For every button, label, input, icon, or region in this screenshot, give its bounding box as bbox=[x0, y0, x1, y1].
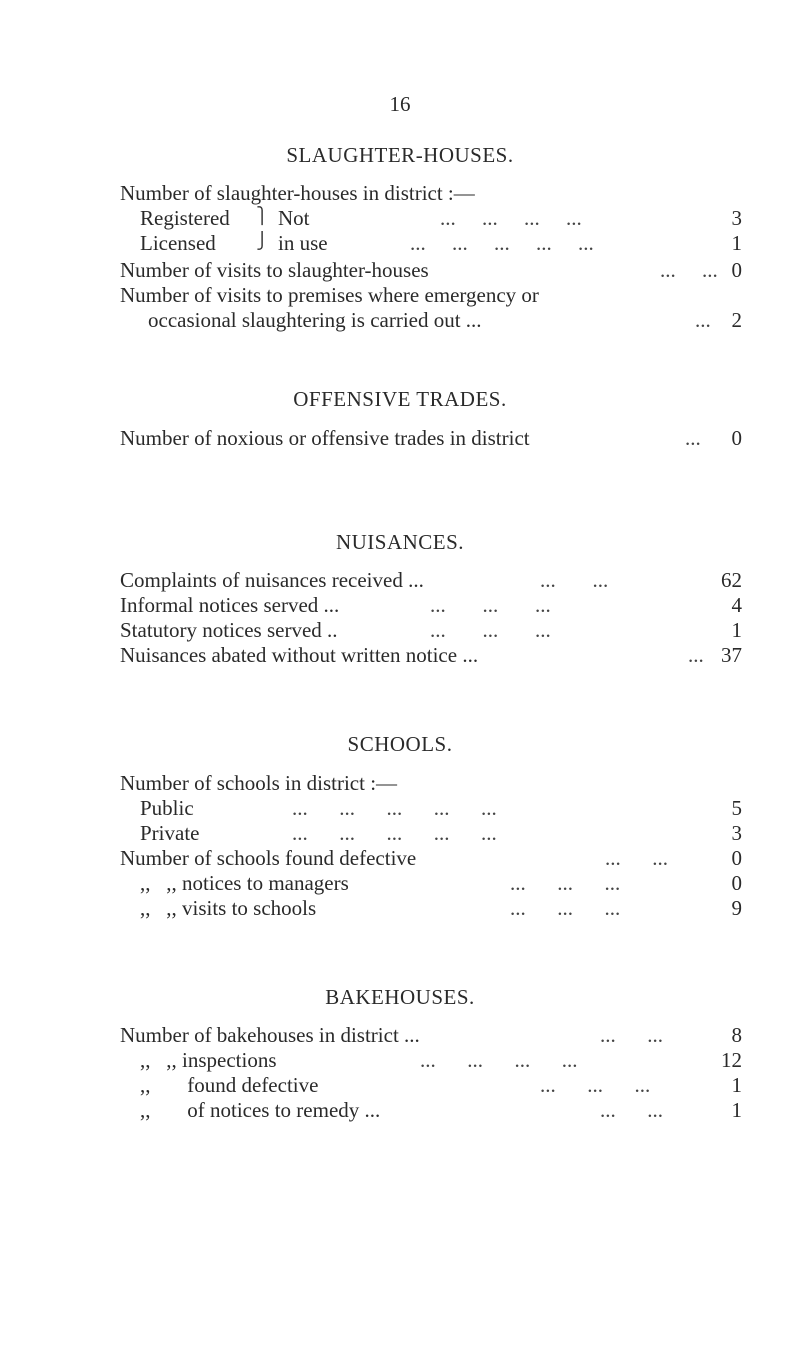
nuisance-value: 4 bbox=[731, 593, 742, 617]
bakehouse-label: ,, ,, inspections bbox=[140, 1048, 277, 1072]
dot-leader: ... ... ... ... bbox=[440, 206, 582, 230]
school-value: 3 bbox=[731, 821, 742, 845]
nuisance-label: Informal notices served ... bbox=[120, 593, 340, 617]
premises-value: 2 bbox=[731, 308, 742, 332]
bakehouse-label: ,, found defective bbox=[140, 1073, 319, 1097]
bakehouse-row bbox=[120, 1023, 742, 1049]
nuisance-label: Complaints of nuisances received ... bbox=[120, 568, 424, 592]
school-row bbox=[120, 896, 742, 922]
offensive-line bbox=[120, 426, 742, 452]
schools-intro: Number of schools in district :— bbox=[120, 771, 398, 795]
slaughter-in-use-line bbox=[120, 231, 742, 257]
dot-leader: ... ... ... bbox=[430, 593, 551, 617]
slaughter-visits-line bbox=[120, 258, 742, 284]
school-label: Public bbox=[140, 796, 194, 820]
slaughter-intro-line bbox=[120, 181, 742, 207]
dot-leader: ... ... ... bbox=[510, 871, 621, 895]
nuisance-row bbox=[120, 618, 742, 644]
dot-leader: ... ... bbox=[605, 846, 668, 870]
bakehouse-row bbox=[120, 1073, 742, 1099]
school-label: Private bbox=[140, 821, 200, 845]
registered-label: Registered bbox=[140, 206, 230, 230]
page-number: 16 bbox=[389, 92, 411, 116]
bakehouse-label: Number of bakehouses in district ... bbox=[120, 1023, 420, 1047]
offensive-trades-heading: OFFENSIVE TRADES. bbox=[293, 387, 507, 411]
bakehouse-value: 1 bbox=[731, 1098, 742, 1122]
nuisance-label: Nuisances abated without written notice ... bbox=[120, 643, 479, 667]
slaughter-houses-heading: SLAUGHTER-HOUSES. bbox=[286, 143, 514, 167]
school-label: ,, ,, visits to schools bbox=[140, 896, 317, 920]
dot-leader: ... ... ... ... ... bbox=[292, 796, 497, 820]
school-value: 0 bbox=[731, 846, 742, 870]
bakehouse-row bbox=[120, 1048, 742, 1074]
bakehouse-row bbox=[120, 1098, 742, 1124]
school-label: Number of schools found defective bbox=[120, 846, 417, 870]
nuisance-value: 37 bbox=[721, 643, 742, 667]
bakehouse-value: 8 bbox=[731, 1023, 742, 1047]
school-value: 0 bbox=[731, 871, 742, 895]
premises-label-2: occasional slaughtering is carried out ... bbox=[148, 308, 482, 332]
in-use-label: in use bbox=[278, 231, 328, 255]
slaughter-intro: Number of slaughter-houses in district :— bbox=[120, 181, 475, 205]
dot-leader: ... ... ... ... bbox=[420, 1048, 578, 1072]
school-row bbox=[120, 871, 742, 897]
premises-label-1: Number of visits to premises where emergency or bbox=[120, 283, 539, 307]
dot-leader: ... bbox=[695, 308, 711, 332]
dot-leader: ... ... bbox=[600, 1098, 663, 1122]
school-value: 5 bbox=[731, 796, 742, 820]
premises-line-1 bbox=[120, 283, 760, 309]
slaughter-visits-value: 0 bbox=[731, 258, 742, 282]
nuisance-row bbox=[120, 643, 742, 669]
dot-leader: ... bbox=[688, 643, 704, 667]
school-row bbox=[120, 796, 742, 822]
offensive-value: 0 bbox=[731, 426, 742, 450]
dot-leader: ... ... ... bbox=[510, 896, 621, 920]
school-row bbox=[120, 846, 742, 872]
dot-leader: ... ... ... bbox=[430, 618, 551, 642]
bakehouse-value: 1 bbox=[731, 1073, 742, 1097]
nuisances-heading: NUISANCES. bbox=[335, 530, 465, 554]
bakehouse-value: 12 bbox=[721, 1048, 742, 1072]
nuisance-row bbox=[120, 568, 742, 594]
licensed-label: Licensed bbox=[140, 231, 216, 255]
brace-top-icon: ⎫ bbox=[256, 208, 268, 225]
nuisance-label: Statutory notices served .. bbox=[120, 618, 338, 642]
school-label: ,, ,, notices to managers bbox=[140, 871, 349, 895]
offensive-label: Number of noxious or offensive trades in district bbox=[120, 426, 530, 450]
dot-leader: ... ... ... bbox=[540, 1073, 651, 1097]
bakehouses-heading: BAKEHOUSES. bbox=[325, 985, 475, 1009]
not-in-use-value: 3 bbox=[731, 206, 742, 230]
brace-bottom-icon: ⎭ bbox=[256, 233, 268, 250]
bakehouse-label: ,, of notices to remedy ... bbox=[140, 1098, 381, 1122]
school-value: 9 bbox=[731, 896, 742, 920]
schools-intro-line bbox=[120, 771, 742, 797]
not-label: Not bbox=[278, 206, 310, 230]
slaughter-not-in-use-line bbox=[120, 206, 742, 232]
nuisance-value: 62 bbox=[721, 568, 742, 592]
nuisance-row bbox=[120, 593, 742, 619]
dot-leader: ... bbox=[685, 426, 701, 450]
dot-leader: ... ... bbox=[600, 1023, 663, 1047]
in-use-value: 1 bbox=[731, 231, 742, 255]
dot-leader: ... ... ... ... ... bbox=[410, 231, 594, 255]
schools-heading: SCHOOLS. bbox=[347, 732, 453, 756]
dot-leader: ... ... bbox=[660, 258, 718, 282]
school-row bbox=[120, 821, 742, 847]
dot-leader: ... ... ... ... ... bbox=[292, 821, 497, 845]
slaughter-visits-label: Number of visits to slaughter-houses bbox=[120, 258, 429, 282]
nuisance-value: 1 bbox=[731, 618, 742, 642]
premises-line-2 bbox=[120, 308, 742, 334]
dot-leader: ... ... bbox=[540, 568, 609, 592]
